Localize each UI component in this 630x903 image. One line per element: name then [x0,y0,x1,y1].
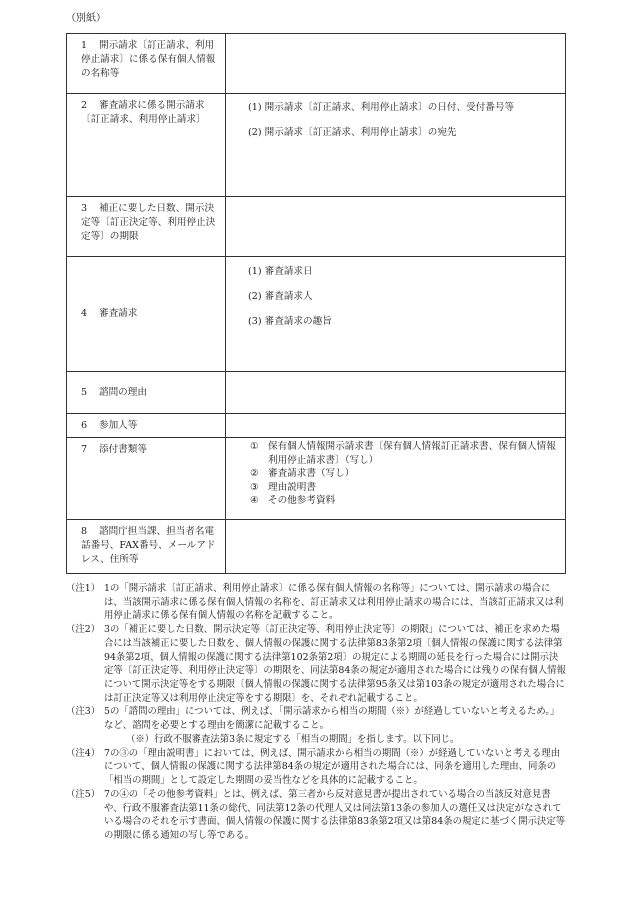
note-text: 1の「開示請求〔訂正請求、利用停止請求〕に係る保有個人情報の名称等」については、開示請求の場合には、当該開示請求に係る保有個人情報の名称を、訂正請求又は利用停止請求の場合には、当該訂正請求又は利用停止請求に係る保有個人情報の名称を記載すること。 [104,583,564,622]
row-1-label-cell [67,34,226,94]
note-tag: （注4） [66,747,101,759]
note-tag: （注5） [66,788,101,800]
item-text: 審査請求書（写し） [268,468,355,480]
form-row-4 [67,257,566,372]
note-tag: （注1） [66,583,101,594]
form-row-5 [67,372,566,414]
form-row-3 [67,197,566,257]
note-4 [66,747,566,788]
form-row-8 [67,520,566,574]
note-text: 3の「補正に要した日数、開示決定等〔訂正決定等、利用停止決定等〕の期限」については、補正を求めた場合には当該補正に要した日数を、個人情報の保護に関する法律第83条第2項〔個人情報の保護に関する法律第94条第2項、個人情報の保護に関する法律第102条第2項〕の規定による期間の延長を行った場合には開示決定等〔訂正決定等、利用停止決定等〕の期限を、同法第84条の規定が適用された場合には残りの保有個人情報について開示決定等をする期限〔個人情報の保護に関する法律第95条又は第103条の規定が適用された場合には訂正決定等又は利用停止決定等をする期限〕を、それぞれ記載すること。 [104,624,566,704]
row-label: 開示請求〔訂正請求、利用停止請求〕に係る保有個人情報の名称等 [81,40,216,79]
item-text: その他参考資料 [268,495,336,507]
row-label: 諮問庁担当課、担当者名電話番号、FAX番号、メールアドレス、住所等 [81,526,216,565]
item-text: 理由説明書 [268,481,316,493]
row-4-content-cell [226,257,566,372]
content-item: (2) 開示請求〔訂正請求、利用停止請求〕の宛先 [248,126,457,138]
note-text: 7の③の「理由説明書」においては、例えば、開示請求から相当の期間（※）が経過していないと考える理由について、個人情報の保護に関する法律第84条の規定が適用された場合には、同条を適用した理由、同条の「相当の期間」として設定した期間の妥当性などを具体的に記載すること。 [104,747,560,787]
item-mark: ③ [250,481,259,493]
row-4-label-cell [67,257,226,372]
attachment-item [250,494,559,508]
row-number: 4 [81,308,88,320]
note-tag: （注2） [66,624,101,636]
content-item: (2) 審査請求人 [248,290,313,302]
note-1 [66,582,566,623]
row-number: 7 [81,444,88,455]
row-label: 審査請求 [99,308,138,320]
row-number: 1 [81,40,88,51]
row-6-content-cell [226,414,566,438]
item-mark: ① [250,441,259,452]
row-6-label-cell [67,414,226,438]
note-2 [66,623,566,705]
form-row-6 [67,414,566,438]
row-label: 諮問の理由 [99,386,147,398]
attachment-item [250,467,559,481]
row-label: 補正に要した日数、開示決定等〔訂正決定等、利用停止決定等〕の期限 [81,203,216,242]
attachment-item [250,440,559,467]
row-8-content-cell [226,520,566,574]
row-5-label-cell [67,372,226,414]
content-item: (1) 開示請求〔訂正請求、利用停止請求〕の日付、受付番号等 [248,102,515,113]
row-8-label-cell [67,520,226,574]
row-label: 参加人等 [99,419,138,431]
note-5 [66,788,566,843]
row-2-content-cell [226,94,566,197]
item-mark: ④ [250,495,259,507]
content-item: (3) 審査請求の趣旨 [248,315,332,327]
form-row-2 [67,94,566,197]
note-text: 7の④の「その他参考資料」とは、例えば、第三者から反対意見書が提出されている場合の当該反対意見書や、行政不服審査法第11条の総代、同法第12条の代理人又は同法第13条の参加人の選任又は決定がなされている場合のそれを示す書面、個人情報の保護に関する法律第83条第2項又は第84条の規定に基づく開示決定等の期限に係る通知の写し等である。 [104,788,566,841]
note-subtext: （※）行政不服審査法第3条に規定する「相当の期間」を指します。以下同じ。 [126,733,460,745]
consultation-form-table [66,33,566,574]
row-2-label-cell [67,94,226,197]
row-3-label-cell [67,197,226,257]
form-row-1 [67,34,566,94]
row-number: 8 [81,526,88,537]
note-tag: （注3） [66,706,101,718]
form-row-7 [67,438,566,520]
row-label: 添付書類等 [99,444,147,455]
row-number: 3 [81,203,88,214]
row-number: 6 [81,419,88,431]
row-5-content-cell [226,372,566,414]
content-item: (1) 審査請求日 [248,266,313,277]
row-number: 2 [81,100,88,111]
item-mark: ② [250,468,259,480]
notes-section [66,582,566,843]
note-text: 5の「諮問の理由」については、例えば、「開示請求から相当の期間（※）が経過していないと考えるため。」など、諮問を必要とする理由を簡潔に記載すること。 [104,706,560,732]
row-label: 審査請求に係る開示請求〔訂正請求、利用停止請求〕 [81,100,206,125]
note-3 [66,705,566,746]
page-label: （別紙） [66,13,106,24]
row-1-content-cell [226,34,566,94]
item-text: 保有個人情報開示請求書〔保有個人情報訂正請求書、保有個人情報利用停止請求書〕（写し） [268,441,556,466]
row-3-content-cell [226,197,566,257]
row-number: 5 [81,386,88,398]
row-7-label-cell [67,438,226,520]
row-7-content-cell [226,438,566,520]
attachment-item [250,481,559,495]
